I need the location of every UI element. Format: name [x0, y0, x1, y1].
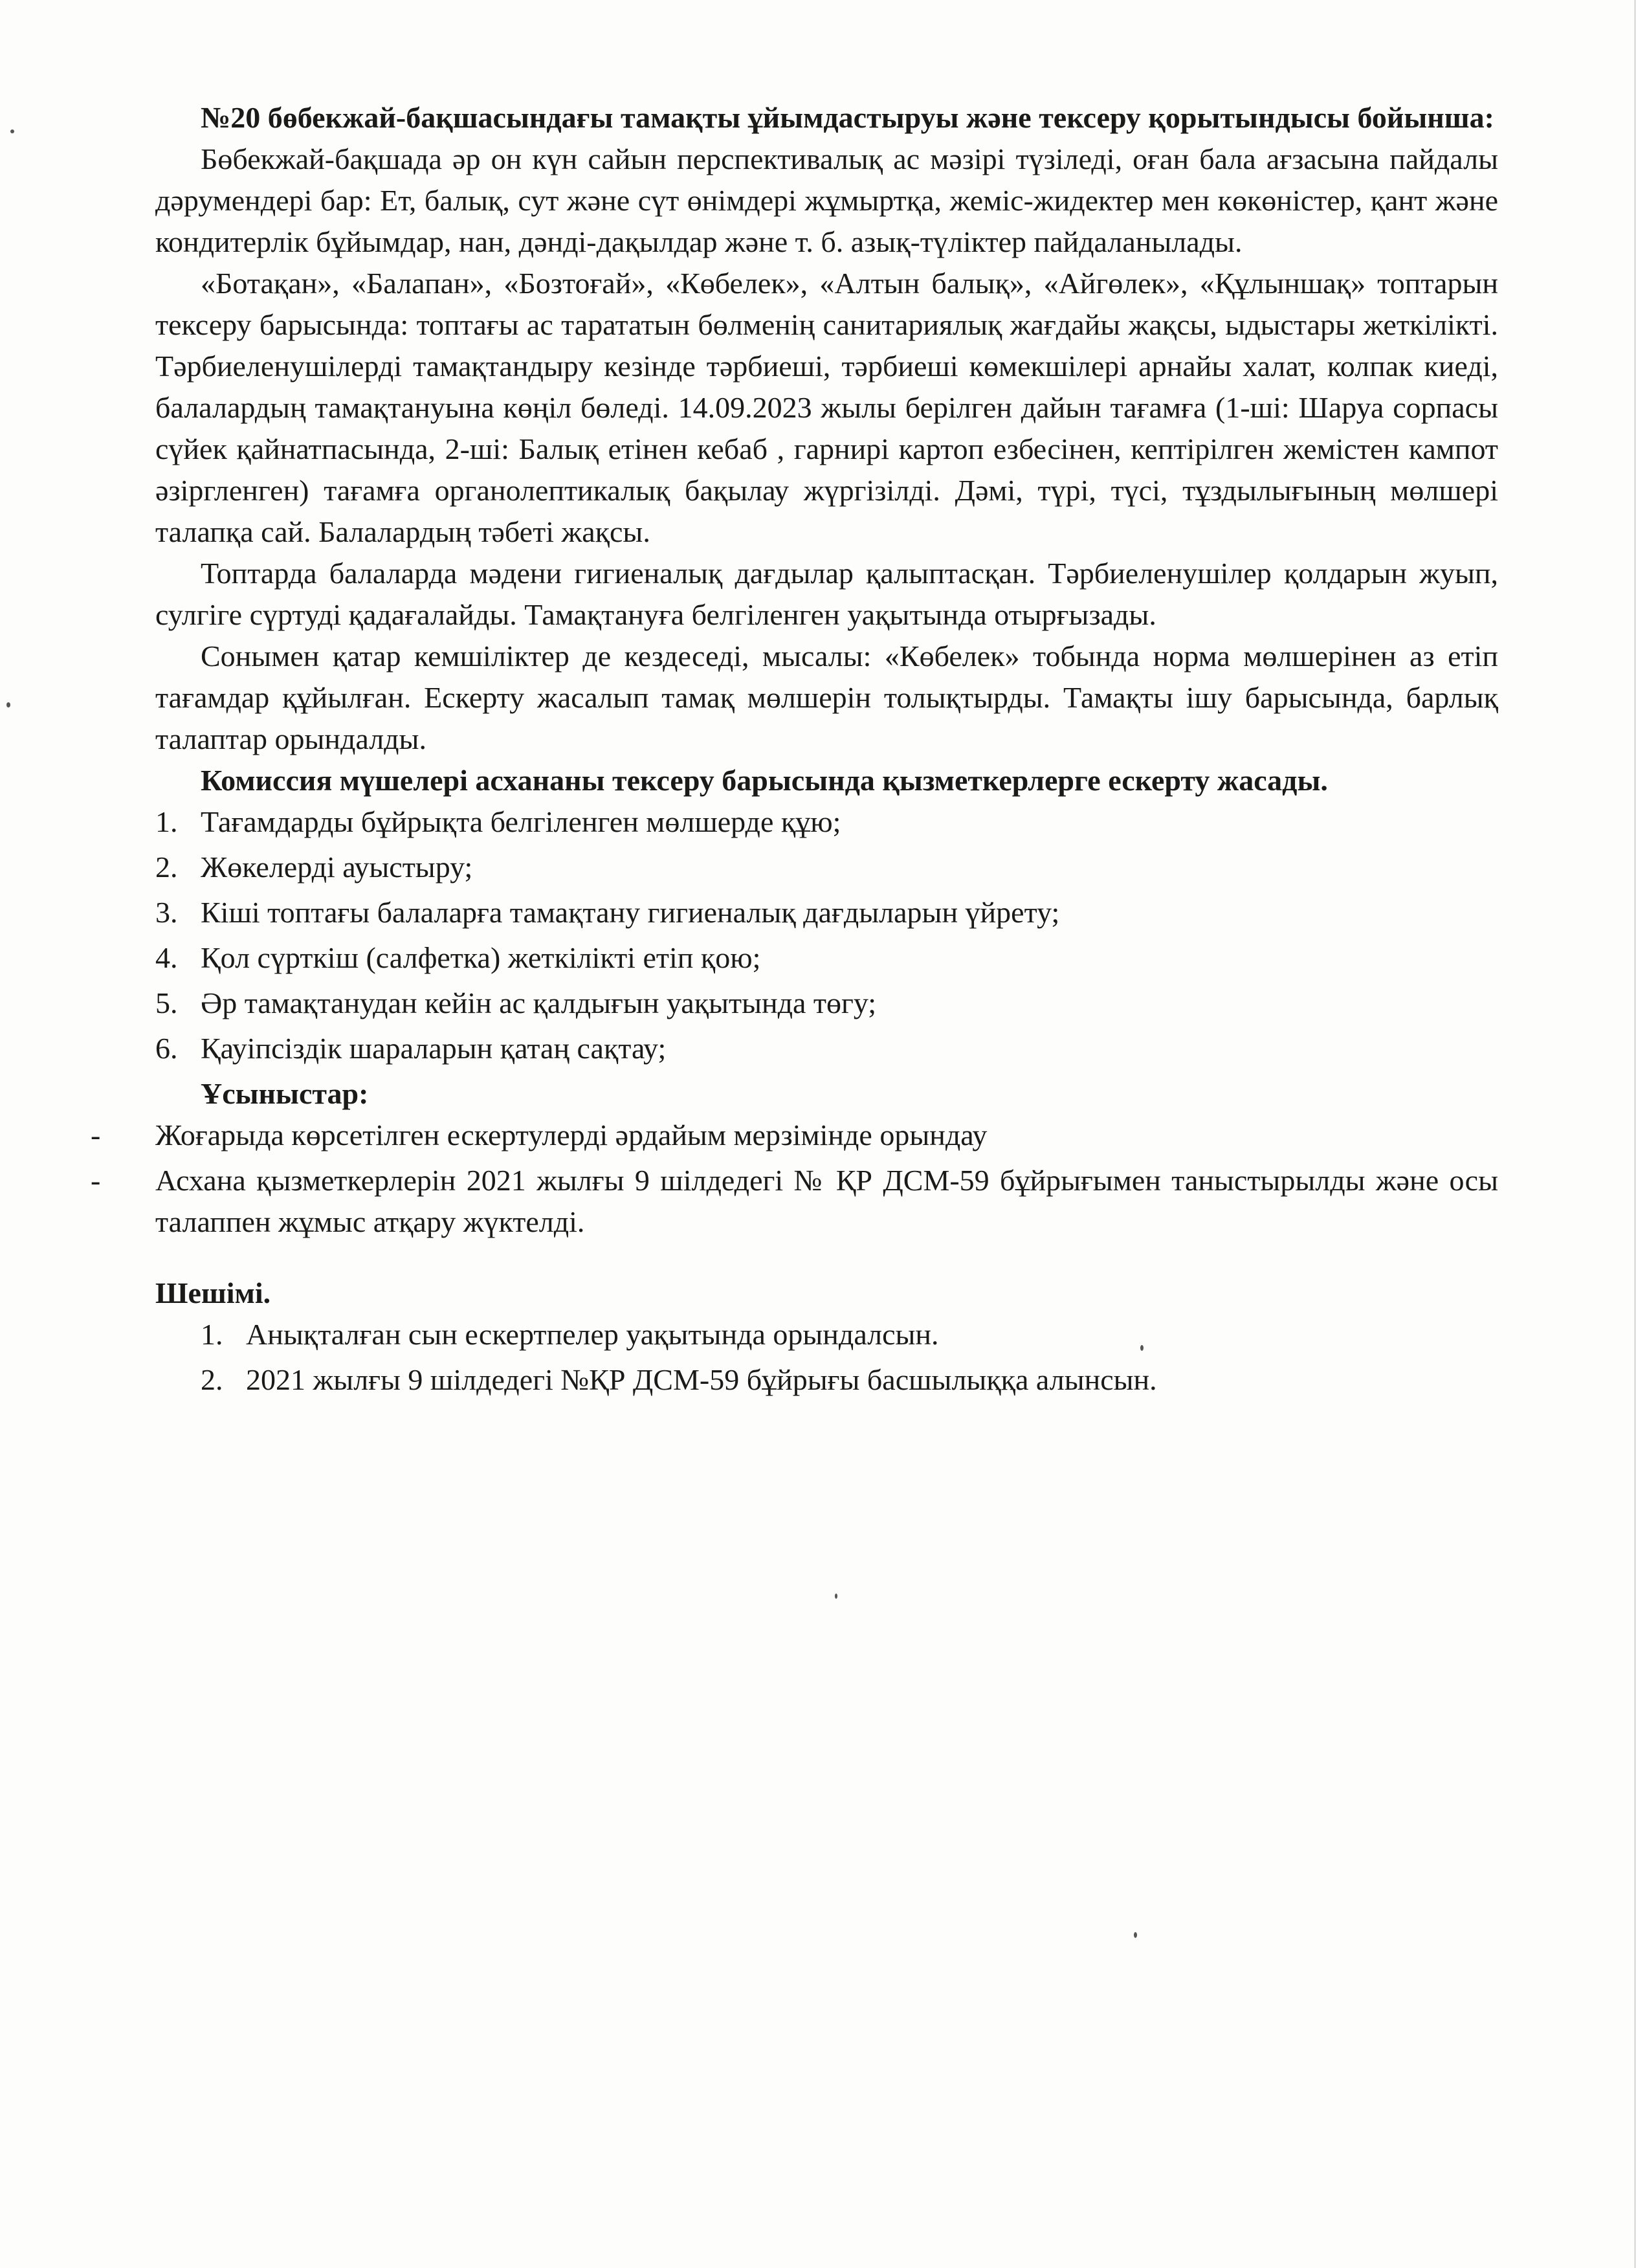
list-item: [91, 1160, 1498, 1243]
list-text: Жоғарыда көрсетілген ескертулерді әрдайым мерзімінде орындау: [155, 1118, 988, 1151]
list-item: [155, 1359, 1498, 1401]
list-text: Жөкелерді ауыстыру;: [201, 850, 473, 884]
list-text: 2021 жылғы 9 шілдедегі №ҚР ДСМ-59 бұйрығы басшылыққа алынсын.: [246, 1363, 1157, 1396]
decision-list: [155, 1314, 1498, 1401]
list-number: 2.: [201, 1363, 223, 1396]
list-item: [155, 801, 1498, 843]
list-text: Кіші топтағы балаларға тамақтану гигиеналық дағдыларын үйрету;: [201, 896, 1060, 929]
document-title: №20 бөбекжай-бақшасындағы тамақты ұйымдастыруы және тексеру қорытындысы бойынша:: [201, 101, 1494, 134]
commission-list: [155, 801, 1498, 1069]
list-item: [155, 892, 1498, 933]
document-body: [91, 97, 1498, 1405]
list-number: 5.: [155, 986, 178, 1019]
list-text: Анықталған сын ескертпелер уақытында орындалсын.: [246, 1318, 939, 1351]
recommendations-heading: Ұсыныстар:: [201, 1077, 369, 1110]
paragraph-menu: Бөбекжай-бақшада әр он күн сайын перспективалық ас мәзірі түзіледі, оған бала ағзасына пайдалы дәрумендері бар: Ет, балық, сут және сүт өнімдері жұмыртқа, жеміс-жидектер мен көкөністер, қант және кондитерлік бұйымдар, нан, дәнді-дақылдар және т. б. азық-түліктер пайдаланылады.: [155, 142, 1498, 258]
list-text: Асхана қызметкерлерін 2021 жылғы 9 шілдедегі № ҚР ДСМ-59 бұйрығымен таныстырылды және осы талаппен жұмыс атқару жүктелді.: [155, 1164, 1498, 1238]
scan-speck: [1134, 1932, 1137, 1938]
list-item: [155, 937, 1498, 979]
list-number: 4.: [155, 941, 178, 974]
list-dash: -: [91, 1164, 101, 1197]
scan-speck: [6, 702, 10, 707]
recommendations-list: [91, 1115, 1498, 1243]
list-number: 1.: [155, 805, 178, 838]
decision-heading: Шешімі.: [155, 1276, 271, 1309]
list-item: [155, 1314, 1498, 1355]
list-number: 3.: [155, 896, 178, 929]
list-item: [155, 1028, 1498, 1069]
list-item: [91, 1115, 1498, 1156]
list-number: 6.: [155, 1032, 178, 1065]
paragraph-hygiene: Топтарда балаларда мәдени гигиеналық дағдылар қалыптасқан. Тәрбиеленушілер қолдарын жуып, сулгіге сүртуді қадағалайды. Тамақтануға белгіленген уақытында отырғызады.: [155, 557, 1498, 631]
list-number: 1.: [201, 1318, 223, 1351]
list-text: Қол сүрткіш (салфетка) жеткілікті етіп қою;: [201, 941, 761, 974]
list-item: [155, 847, 1498, 888]
scan-speck: [10, 129, 14, 133]
list-number: 2.: [155, 850, 178, 884]
list-text: Қауіпсіздік шараларын қатаң сақтау;: [201, 1032, 667, 1065]
paragraph-shortcomings: Сонымен қатар кемшіліктер де кездеседі, мысалы: «Көбелек» тобында норма мөлшерінен аз етіп тағамдар құйылған. Ескерту жасалып тамақ мөлшерін толықтырды. Тамақты ішу барысында, барлық талаптар орындалды.: [155, 639, 1498, 755]
list-text: Тағамдарды бұйрықта белгіленген мөлшерде құю;: [201, 805, 841, 838]
list-text: Әр тамақтанудан кейін ас қалдығын уақытында төгу;: [201, 986, 877, 1019]
list-item: [155, 983, 1498, 1024]
list-dash: -: [91, 1118, 101, 1151]
scan-speck: [835, 1594, 837, 1599]
commission-heading: Комиссия мүшелері асхананы тексеру барысында қызметкерлерге ескерту жасады.: [201, 764, 1328, 797]
paragraph-inspection: «Ботақан», «Балапан», «Бозтоғай», «Көбелек», «Алтын балық», «Айгөлек», «Құлыншақ» топтарын тексеру барысында: топтағы ас тарататын бөлменің санитариялық жағдайы жақсы, ыдыстары жеткілікті. Тәрбиеленушілерді тамақтандыру кезінде тәрбиеші, тәрбиеші көмекшілері арнайы халат, колпак киеді, балалардың тамақтануына көңіл бөледі. 14.09.2023 жылы берілген дайын тағамға (1-ші: Шаруа сорпасы сүйек қайнатпасында, 2-ші: Балық етінен кебаб , гарнирі картоп езбесінен, кептірілген жемістен кампот әзіргленген) тағамға органолептикалық бақылау жүргізілді. Дәмі, түрі, түсі, тұздылығының мөлшері талапқа сай. Балалардың тәбеті жақсы.: [155, 267, 1498, 548]
